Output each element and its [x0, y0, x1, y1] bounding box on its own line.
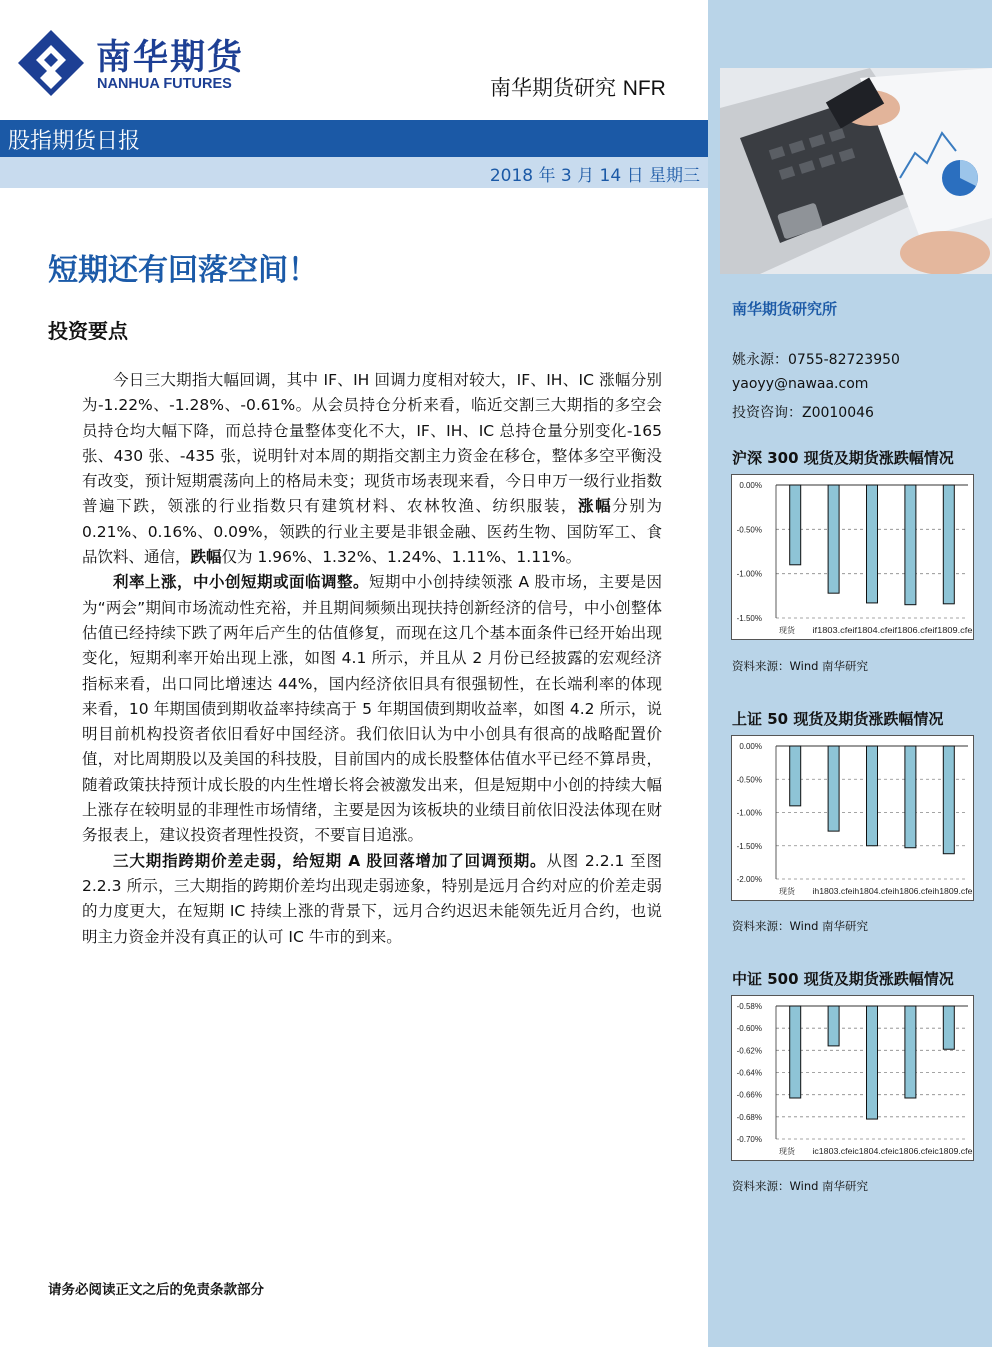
- y-tick-label: -0.68%: [736, 1112, 762, 1122]
- y-tick-label: -1.50%: [736, 614, 762, 623]
- y-tick-label: -2.00%: [736, 875, 762, 884]
- y-tick-label: -0.50%: [736, 525, 762, 535]
- y-tick-label: -0.70%: [736, 1135, 762, 1144]
- x-tick-label: if1803.cfeif1804.cfeif1806.cfeif1809.cfe: [812, 626, 974, 635]
- y-tick-label: -0.64%: [736, 1068, 762, 1078]
- research-label: 南华期货研究: [490, 76, 616, 100]
- bar-ic1809.cfe: [943, 1006, 954, 1049]
- logo-mark-icon: [18, 30, 84, 96]
- y-tick-label: -1.50%: [736, 841, 762, 851]
- research-code: NFR: [622, 77, 666, 100]
- y-tick-label: -1.00%: [736, 808, 762, 818]
- bar-现货: [790, 485, 801, 565]
- date-band: [0, 157, 708, 188]
- bar-ih1804.cfe: [867, 746, 878, 846]
- chart-1-title: 沪深 300 现货及期货涨跌幅情况: [732, 449, 954, 467]
- bar-ic1806.cfe: [905, 1006, 916, 1098]
- y-tick-label: -0.66%: [736, 1090, 762, 1100]
- y-tick-label: 0.00%: [739, 481, 762, 490]
- analyst-contact: 姚永源：0755-82723950: [732, 352, 900, 368]
- chart-1: [731, 474, 974, 640]
- chart-1-svg: [732, 475, 975, 641]
- y-tick-label: -1.00%: [736, 569, 762, 579]
- paragraph-2: 利率上涨，中小创短期或面临调整。短期中小创持续领涨 A 股市场，主要是因为“两会”期间市场流动性充裕，并且期间频频出现扶持创新经济的信号，中小创整体估值已经持续下跌了两年后产生的估值修复，而现在这几个基本面条件已经开始出现变化，短期利率开始出现上涨，如图 4.1 所示，并且从 2 月份已经披露的宏观经济指标来看，出口同比增速达 44%，国内经济依旧具有很强韧性，在长端利率的体现来看，10 年期国债到期收益率持续高于 5 年期国债到期收益率，如图 4.2 所示，说明目前机构投资者依旧看好中国经济。我们依旧认为中小创具有很高的战略配置价值，对比周期股以及美国的科技股，目前国内的成长股整体估值水平已经不算昂贵，随着政策扶持预计成长股的内生性增长将会被激发出来，但是短期中小创的持续大幅上涨存在较明显的非理性市场情绪，主要是因为该板块的业绩目前依旧没法体现在财务报表上，建议投资者理性投资，不要盲目追涨。: [82, 573, 662, 845]
- x-tick-label: 现货: [779, 887, 795, 896]
- header-photo: [720, 68, 992, 274]
- x-tick-label: ih1803.cfeih1804.cfeih1806.cfeih1809.cfe: [812, 887, 974, 896]
- bar-ic1803.cfe: [828, 1006, 839, 1046]
- research-header: [490, 72, 666, 102]
- y-tick-label: 0.00%: [739, 742, 762, 751]
- page-title: 短期还有回落空间！: [48, 253, 318, 288]
- bar-if1804.cfe: [867, 485, 878, 603]
- bar-ic1804.cfe: [867, 1006, 878, 1119]
- x-tick-label: ic1803.cfeic1804.cfeic1806.cfeic1809.cfe: [812, 1147, 974, 1156]
- y-tick-label: -0.62%: [736, 1046, 762, 1056]
- institute-name: 南华期货研究所: [732, 300, 838, 318]
- chart-2-source: 资料来源：Wind 南华研究: [732, 919, 869, 933]
- x-tick-label: 现货: [779, 1147, 795, 1156]
- bar-现货: [790, 1006, 801, 1098]
- laptop-hands-illustration-icon: [720, 68, 992, 274]
- paragraph-1: 今日三大期指大幅回调，其中 IF、IH 回调力度相对较大，IF、IH、IC 涨幅分别为-1.22%、-1.28%、-0.61%。从会员持仓分析来看，临近交割三大期指的多空会员持仓均大幅下降，而总持仓量整体变化不大，IF、IH、IC 总持仓量分别变化-165 张、430 张、-435 张，说明针对本周的期指交割主力资金在移仓，整体多空平衡没有改变，预计短期震荡向上的格局未变；现货市场表现来看，今日申万一级行业指数普遍下跌，领涨的行业指数只有建筑材料、农林牧渔、纺织服装，涨幅分别为 0.21%、0.16%、0.09%，领跌的行业主要是非银金融、医药生物、国防军工、食品饮料、通信，跌幅仅为 1.96%、1.32%、1.24%、1.11%、1.11%。: [82, 371, 662, 567]
- bar-if1809.cfe: [943, 485, 954, 604]
- bar-现货: [790, 746, 801, 806]
- y-tick-label: -0.60%: [736, 1024, 762, 1034]
- bar-ih1809.cfe: [943, 746, 954, 854]
- chart-2: [731, 735, 974, 901]
- bar-if1803.cfe: [828, 485, 839, 593]
- disclaimer-note: 请务必阅读正文之后的免责条款部分: [48, 1282, 264, 1298]
- bar-ih1803.cfe: [828, 746, 839, 831]
- chart-3-title: 中证 500 现货及期货涨跌幅情况: [732, 970, 954, 988]
- chart-2-svg: [732, 736, 975, 902]
- bar-ih1806.cfe: [905, 746, 916, 848]
- chart-3: [731, 995, 974, 1161]
- report-date: 2018 年 3 月 14 日 星期三: [489, 166, 700, 186]
- chart-1-source: 资料来源：Wind 南华研究: [732, 659, 869, 673]
- analyst-email: yaoyy@nawaa.com: [732, 376, 869, 392]
- logo-chinese-name: 南华期货: [96, 38, 245, 78]
- license-number: 投资咨询：Z0010046: [732, 405, 874, 421]
- bar-if1806.cfe: [905, 485, 916, 605]
- paragraph-3: 三大期指跨期价差走弱，给短期 A 股回落增加了回调预期。从图 2.2.1 至图 2.2.3 所示，三大期指的跨期价差均出现走弱迹象，特别是远月合约对应的价差走弱的力度更大，在短期 IC 持续上涨的背景下，远月合约迟迟未能领先近月合约，也说明主力资金并没有真正的认可 IC 牛市的到来。: [82, 851, 662, 946]
- company-logo: [18, 24, 248, 96]
- chart-3-svg: [732, 996, 975, 1162]
- logo-english-name: NANHUA FUTURES: [97, 76, 232, 92]
- y-tick-label: -0.58%: [736, 1002, 762, 1011]
- x-tick-label: 现货: [779, 626, 795, 635]
- chart-3-source: 资料来源：Wind 南华研究: [732, 1179, 869, 1193]
- article-body: [82, 368, 662, 950]
- chart-2-title: 上证 50 现货及期货涨跌幅情况: [732, 710, 944, 728]
- y-tick-label: -0.50%: [736, 775, 762, 785]
- section-heading: 投资要点: [48, 319, 128, 343]
- report-type-band: [0, 120, 708, 157]
- report-type: 股指期货日报: [8, 129, 141, 154]
